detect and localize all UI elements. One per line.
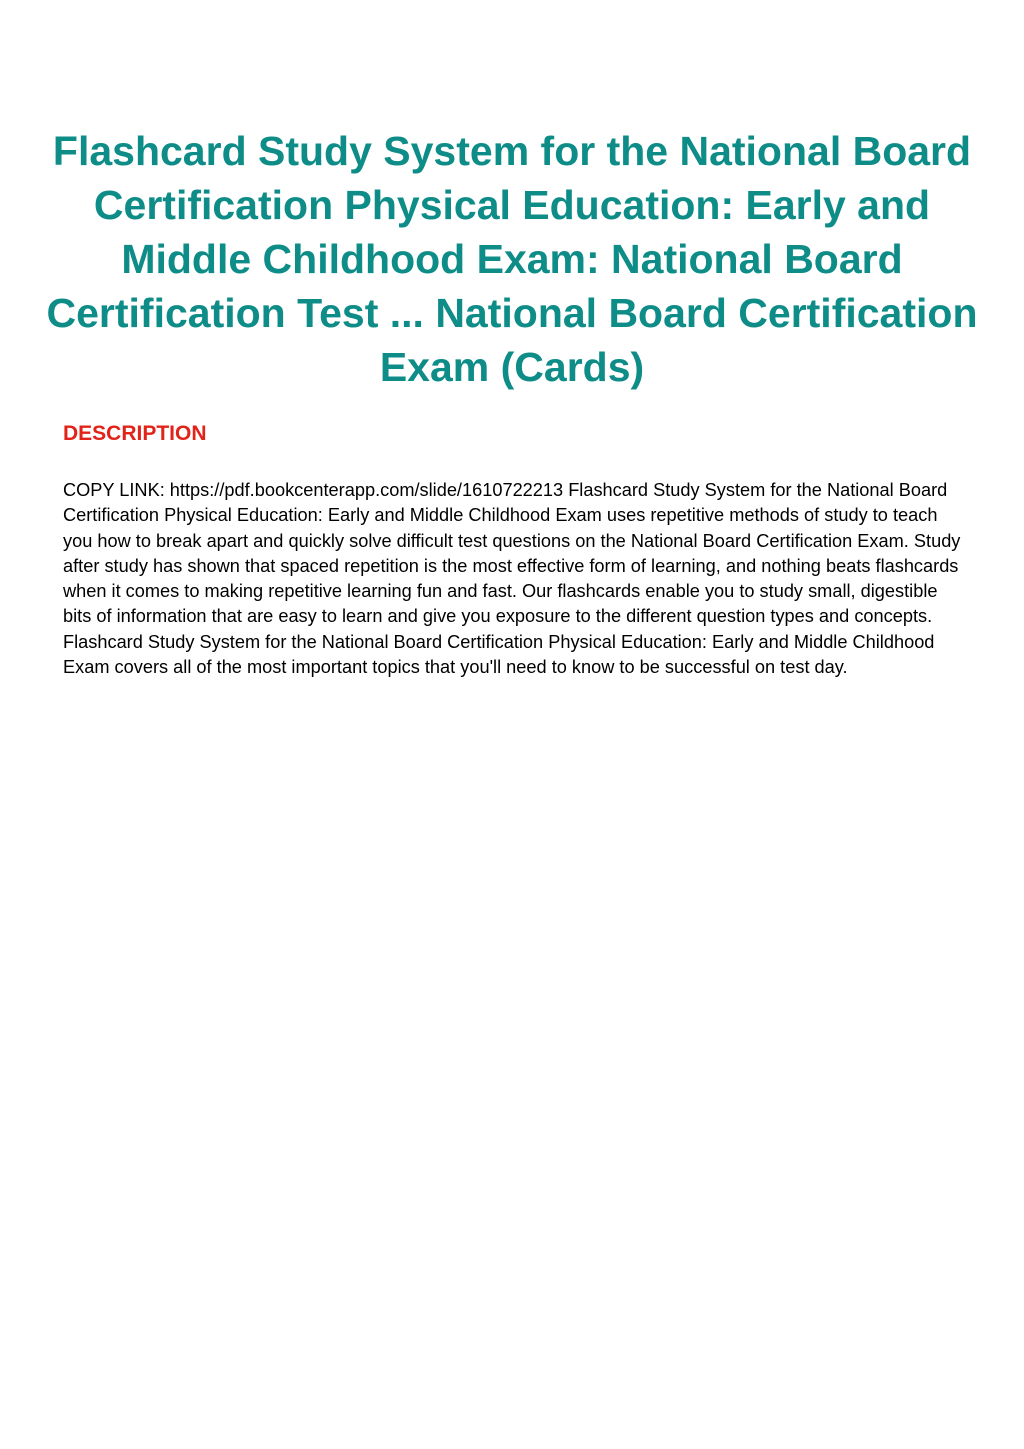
document-title: Flashcard Study System for the National Board Certification Physical Education: Early and Middle Childhood Exam: National Board Certification Test ... National Board Certification Exam (Cards) <box>46 128 978 390</box>
description-text: COPY LINK: https://pdf.bookcenterapp.com/slide/1610722213 Flashcard Study System for the National Board Certification Physical Education: Early and Middle Childhood Exam uses repetitive methods of study to teach you how to break apart and quickly solve difficult test questions on the National Board Certification Exam. Study after study has shown that spaced repetition is the most effective form of learning, and nothing beats flashcards when it comes to making repetitive learning fun and fast. Our flashcards enable you to study small, digestible bits of information that are easy to learn and give you exposure to the different question types and concepts. Flashcard Study System for the National Board Certification Physical Education: Early and Middle Childhood Exam covers all of the most important topics that you'll need to know to be successful on test day. <box>63 480 961 678</box>
description-heading: DESCRIPTION <box>63 422 207 445</box>
